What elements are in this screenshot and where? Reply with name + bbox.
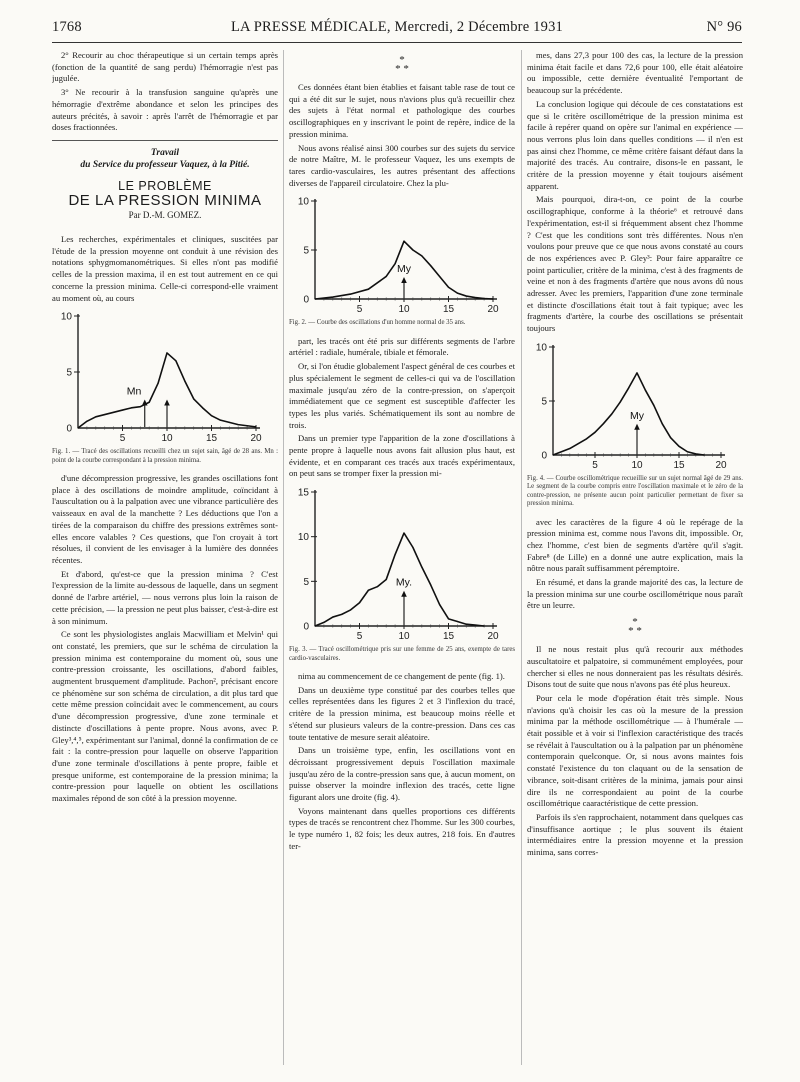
data-point	[421, 567, 422, 568]
figure-4-caption: Fig. 4. — Courbe oscillométrique recueillie sur un sujet normal âgé de 29 ans. Le segment de la courbe compris entre l'oscillation maximale et le zéro de la contre-pression, ne présente aucun point particulier permettant de fixer sa pression minima.	[527, 474, 743, 508]
marker-arrow-head	[401, 277, 407, 283]
data-point	[86, 421, 87, 422]
column-divider-1	[283, 50, 284, 1065]
header-rule	[52, 42, 742, 43]
oscillation-curve	[553, 373, 704, 455]
data-point	[662, 423, 663, 424]
data-point	[184, 381, 185, 382]
x-tick-label: 15	[442, 631, 455, 643]
data-point	[314, 299, 315, 300]
data-point	[421, 256, 422, 257]
data-point	[368, 289, 369, 290]
x-tick-label: 10	[631, 459, 643, 471]
data-point	[350, 609, 351, 610]
paragraph: Voyons maintenant dans quelles proportions ces différents types de tracés se rencontrent chez l'homme. Sur les 300 courbes, le type numéro 1, 82 fois; les deux autres, 218 fois. En d'autres ter-	[289, 805, 515, 851]
data-point	[645, 389, 646, 390]
data-point	[395, 554, 396, 555]
data-point	[104, 414, 105, 415]
paragraph: nima au commencement de ce changement de pente (fig. 1).	[298, 670, 505, 681]
column-3	[527, 50, 743, 1070]
marker-arrow-head	[142, 400, 148, 406]
data-point	[332, 297, 333, 298]
data-point	[569, 448, 570, 449]
paragraph: La conclusion logique qui découle de ces constatations est que si le critère oscillométrique de la pression minima est facile à repérer quand on opère sur l'animal en expérience — nous verrons plus loin dans quelles conditions — il n'en est pas ainsi chez l'homme, ce même critère faisant défaut dans la majorité des tracés. Au contraire, disons-le en passant, le critère de la pression moyenne y était toujours aisément apparent.	[527, 98, 743, 191]
data-point	[439, 276, 440, 277]
x-tick-label: 20	[487, 304, 499, 316]
paragraph: avec les caractères de la figure 4 où le repérage de la pression minima est, comme nous l'avons dit, impossible. Or, chez l'homme, c'est bien de segments d'artère qu'il s'agit. Fabre⁸ (de Lille) en a donné une autre explication, mais la nôtre nous paraît suffisamment péremptoire.	[527, 516, 743, 574]
paragraph: d'une décompression progressive, les grandes oscillations font place à des oscillations de moindre amplitude, coïncidant à l'auscultation ou à la palpation avec une vibrance particulière des vaisseaux en aval de la manchette ? Les déductions que l'on a tirées de la comparaison du chiffre des pressions extrêmes sont-elles encore valables ? Ces questions, que l'on croyait à tort résolues, il convient de les envisager à la lumière des données récentes.	[52, 473, 278, 565]
data-point	[636, 372, 637, 373]
data-point	[678, 446, 679, 447]
paragraph: Ces données étant bien établies et faisant table rase de tout ce qui a été dit sur le sujet, nous n'avions plus qu'à recueillir chez des sujets à l'état normal et pathologique des courbes oscillographiques en y inscrivant le point de repère, indice de la pression minima.	[289, 82, 515, 139]
data-point	[238, 424, 239, 425]
x-tick-label: 10	[398, 304, 410, 316]
data-point	[653, 405, 654, 406]
data-point	[586, 438, 587, 439]
data-point	[95, 416, 96, 417]
travail-service: du Service du professeur Vaquez, à la Pitié.	[80, 159, 250, 170]
x-tick-label: 15	[673, 459, 685, 471]
y-tick-label: 0	[541, 450, 547, 462]
data-point	[113, 412, 114, 413]
marker-arrow-head	[401, 591, 407, 597]
page-number: 1768	[52, 18, 82, 35]
paragraph: Parfois ils s'en rapprochaient, notamment dans quelques cas d'insuffisance aortique ; le plus souvent ils étaient intermédiaires entre la pression moyenne et la pression minima, sans corres-	[527, 811, 743, 858]
paragraph: Dans un premier type l'apparition de la zone d'oscillations à pente propre à laquelle nous avons fait allusion plus haut, est évidente, et en comparant ces tracés aux tracés expérimentaux, on peut sans se tromper fixer la pression mi-	[289, 433, 515, 479]
y-tick-label: 5	[303, 245, 309, 257]
data-point	[687, 451, 688, 452]
pressure-annotation-label: Mn	[126, 385, 142, 398]
data-point	[77, 428, 78, 429]
data-point	[166, 353, 167, 354]
paragraph: mes, dans 27,3 pour 100 des cas, la lecture de la pression minima était facile et dans 72,6 pour 100, elle était aléatoire ou impossible, cette dernière éventualité l'emportant de beaucoup sur la précédente.	[527, 50, 743, 96]
data-point	[430, 584, 431, 585]
y-tick-label: 5	[66, 367, 72, 379]
data-point	[403, 533, 404, 534]
data-point	[341, 614, 342, 615]
paragraph: Ce sont les physiologistes anglais Macwilliam et Melvin¹ qui ont constaté, les premiers, que sur le schéma de circulation la pression minima est contemporaine du moment où, sous une contre-pression croissante, les oscillations, d'abord faibles, augmentent brusquement d'amplitude. Pachon², précisant encore ce phénomène sur son schéma de circulation, a dit plus tard que cette même pression coïncidait avec le commencement, au cours d'une décompression progressive, d'une zone terminale et distincte d'oscillations à pente propre. Nous avons, avec P. Gley³,⁴,⁵, expérimentant sur l'animal, donné la confirmation de ce fait : la contre-pression pour laquelle on observe l'apparition d'une zone terminale d'oscillations à pente propre, faible et presque uniforme, est contemporaine de la pression minima; la contre-pression pour laquelle on obtient les oscillations maximales répond de son côté à la pression moyenne.	[52, 629, 278, 804]
y-tick-label: 10	[297, 532, 309, 544]
article-service-note	[52, 147, 278, 171]
paragraph: Nous avons réalisé ainsi 300 courbes sur des sujets du service de notre Maître, M. le professeur Vaquez, les uns exempts de tares cardio-vasculaires, les autres présentant des affections diverses de l'appareil circulatoire. Chez la plu-	[289, 142, 515, 188]
data-point	[552, 454, 553, 455]
data-point	[255, 427, 256, 428]
data-point	[202, 407, 203, 408]
data-point	[466, 296, 467, 297]
y-tick-label: 0	[303, 621, 309, 633]
marker-arrow-head	[164, 400, 170, 406]
data-point	[359, 602, 360, 603]
paragraph: Les recherches, expérimentales et cliniques, suscitées par l'étude de la pression moyenne ont conduit à une révision des notations sphygmomanométriques. Si elles n'ont pas modifié celles de la pression maxima, il en est tout autrement en ce qui concerne la pression minima. Celle-ci correspond-elle vraiment au moment où, au cours	[52, 234, 278, 303]
y-tick-label: 10	[60, 311, 72, 323]
data-point	[332, 617, 333, 618]
data-point	[229, 422, 230, 423]
column-1	[52, 50, 278, 1070]
data-point	[386, 579, 387, 580]
paragraph: Dans un troisième type, enfin, les oscillations vont en décroissant progressivement depuis l'oscillation maximale jusqu'au zéro de la contre-pression sans que, à aucun moment, on puisse observer la moindre inflexion des tracés, cette ligne figurant alors une droite (fig. 4).	[289, 745, 515, 803]
paragraph: Mais pourquoi, dira-t-on, ce point de la courbe oscillographique, conforme à la théorie⁶ et retrouvé dans l'expérimentation, est-il si fréquemment absent chez l'homme ? C'est que les conditions sont très différentes. Nous n'en voulons pour preuve que ce que nous avons constaté au cours de nos expériences avec P. Gley³: Pour faire apparaître ce point particulier, critère de la minima, c'est à des fragments de veine et non à des fragments d'artère que nous avons dû nous adresser. Avec les premiers, l'apparition d'une zone terminale et distincte d'oscillations était tout à fait typique; avec les fragments d'artère, la courbe des oscillations se présentait toujours	[527, 194, 743, 334]
star-bottom: * *	[395, 63, 409, 75]
article-title-line2: DE LA PRESSION MINIMA	[68, 191, 262, 209]
data-point	[484, 298, 485, 299]
data-point	[670, 437, 671, 438]
data-point	[475, 625, 476, 626]
data-point	[377, 586, 378, 587]
figure-3-chart	[289, 484, 515, 644]
data-point	[484, 626, 485, 627]
figure-1-caption: Fig. 1. — Tracé des oscillations recueilli chez un sujet sain, âgé de 28 ans. Mn : point de la courbe correspondant à la pression minima.	[52, 448, 278, 464]
data-point	[140, 406, 141, 407]
journal-title: LA PRESSE MÉDICALE, Mercredi, 2 Décembre 1931	[231, 18, 563, 35]
paragraph: Et d'abord, qu'est-ce que la pression minima ? C'est l'expression de la limite au-dessous de laquelle, dans un segment donné de l'arbre artériel, — nous verrons plus loin la raison de cette précision, — la pression ne peut plus baisser, c'est-à-dire est à son minimum.	[52, 568, 278, 626]
data-point	[457, 293, 458, 294]
data-point	[492, 299, 493, 300]
x-tick-label: 5	[119, 433, 126, 445]
x-tick-label: 15	[205, 433, 218, 445]
data-point	[403, 241, 404, 242]
data-point	[466, 624, 467, 625]
star-bottom: * *	[628, 625, 642, 638]
data-point	[386, 276, 387, 277]
section-divider	[52, 140, 278, 141]
data-point	[368, 590, 369, 591]
paragraph: 3° Ne recourir à la transfusion sanguine qu'après une hémorragie d'extrême abondance et selon les principes des auteurs précités, à savoir : après l'arrêt de l'hémorragie et par doses fractionnées.	[52, 87, 278, 133]
paragraph: part, les tracés ont été pris sur différents segments de l'arbre artériel : radiale, humérale, tibiale et fémorale.	[289, 335, 515, 358]
data-point	[439, 604, 440, 605]
x-tick-label: 5	[356, 631, 363, 643]
data-point	[247, 425, 248, 426]
y-tick-label: 0	[303, 294, 309, 306]
figure-2-chart	[289, 193, 515, 317]
marker-arrow-head	[634, 424, 640, 430]
data-point	[628, 387, 629, 388]
data-point	[122, 410, 123, 411]
column-2	[289, 50, 515, 1070]
x-tick-label: 10	[398, 631, 410, 643]
article-title-line1: LE PROBLÈME	[118, 178, 212, 193]
pressure-annotation-label: My	[397, 263, 411, 276]
data-point	[457, 621, 458, 622]
data-point	[131, 407, 132, 408]
figure-3-caption: Fig. 3. — Tracé oscillométrique pris sur une femme de 25 ans, exempte de tares cardio-vasculaires.	[289, 646, 515, 662]
section-stars	[289, 56, 515, 74]
data-point	[323, 622, 324, 623]
pressure-annotation-label: My	[630, 409, 644, 422]
data-point	[193, 399, 194, 400]
y-tick-label: 5	[541, 396, 547, 408]
x-tick-label: 20	[250, 433, 262, 445]
figure-1-chart	[52, 308, 278, 446]
y-tick-label: 10	[297, 196, 309, 208]
figure-2-caption: Fig. 2. — Courbe des oscillations d'un homme normal de 35 ans.	[289, 319, 466, 327]
data-point	[175, 360, 176, 361]
section-stars	[527, 618, 743, 636]
data-point	[695, 453, 696, 454]
data-point	[475, 297, 476, 298]
data-point	[448, 618, 449, 619]
x-tick-label: 20	[487, 631, 499, 643]
y-tick-label: 10	[535, 342, 547, 354]
data-point	[350, 294, 351, 295]
page-header	[52, 14, 742, 40]
x-tick-label: 15	[442, 304, 455, 316]
data-point	[448, 287, 449, 288]
data-point	[704, 454, 705, 455]
paragraph: Dans un deuxième type constitué par des courbes telles que celles représentées dans les figures 2 et 3 l'inflexion du tracé, critère de la pression minima, est beaucoup moins réelle et s'étend sur plusieurs valeurs de la contre-pression. Dans ces cas toute tentative de mesure serait aléatoire.	[289, 684, 515, 742]
y-tick-label: 15	[297, 487, 309, 499]
data-point	[594, 432, 595, 433]
paragraph: En résumé, et dans la grande majorité des cas, la lecture de la pression minima sur une courbe oscillométrique nous paraît être un leurre.	[527, 577, 743, 611]
data-point	[314, 626, 315, 627]
data-point	[211, 415, 212, 416]
star-top: *	[632, 616, 638, 629]
x-tick-label: 5	[592, 459, 598, 471]
star-top: *	[399, 54, 405, 66]
data-point	[611, 413, 612, 414]
figure-4-chart	[527, 339, 743, 473]
paragraph: Or, si l'on étudie globalement l'aspect général de ces courbes et plus spécialement le segment de celles-ci qui va de l'oscillation maximale jusqu'au zéro de la contre-pression, on s'aperçoit immédiatement que ce segment est susceptible d'affecter les types les plus variés. Schématiquement ils sont au nombre de trois.	[289, 361, 515, 430]
data-point	[603, 423, 604, 424]
data-point	[395, 263, 396, 264]
data-point	[158, 383, 159, 384]
x-tick-label: 5	[356, 304, 363, 316]
paragraph: Il ne nous restait plus qu'à recourir aux méthodes auscultatoire et palpatoire, si communément employées, pour chercher si elles ne nous donneraient pas les résultats désirés. Disons tout de suite que nous n'avons pas été plus heureux.	[527, 644, 743, 690]
x-tick-label: 10	[161, 433, 173, 445]
y-tick-label: 0	[66, 423, 72, 435]
pressure-annotation-label: My.	[395, 576, 413, 589]
data-point	[220, 420, 221, 421]
issue-number: N° 96	[706, 18, 742, 35]
article-author: Par D.-M. GOMEZ.	[128, 210, 202, 221]
paragraph: Pour cela le mode d'opération était très simple. Nous n'avions qu'à choisir les cas où la mesure de la pression minima par la méthode oscillométrique — à l'humérale — était possible et à voir si l'inflexion caractéristique des tracés se révélait à l'auscultation ou à la palpation par un phénomène contemporain quelconque. Or, si nous avons maintes fois constaté l'existence du ton claquant ou de la sensation de vibrance, soit-disant critères de la minima, jamais pour ainsi dire ils ne correspondaient au point de la courbe oscillométrique caaractéristique de cette pression.	[527, 692, 743, 809]
column-divider-2	[521, 50, 522, 1065]
y-tick-label: 5	[303, 577, 309, 589]
data-point	[430, 265, 431, 266]
data-point	[412, 547, 413, 548]
data-point	[412, 250, 413, 251]
data-point	[149, 402, 150, 403]
data-point	[620, 401, 621, 402]
x-tick-label: 20	[715, 459, 727, 471]
travail-label: Travail	[150, 147, 180, 158]
paragraph: 2° Recourir au choc thérapeutique si un certain temps après (fonction de la quantité de sang perdu) l'hémorragie n'est pas jugulée.	[52, 50, 278, 84]
